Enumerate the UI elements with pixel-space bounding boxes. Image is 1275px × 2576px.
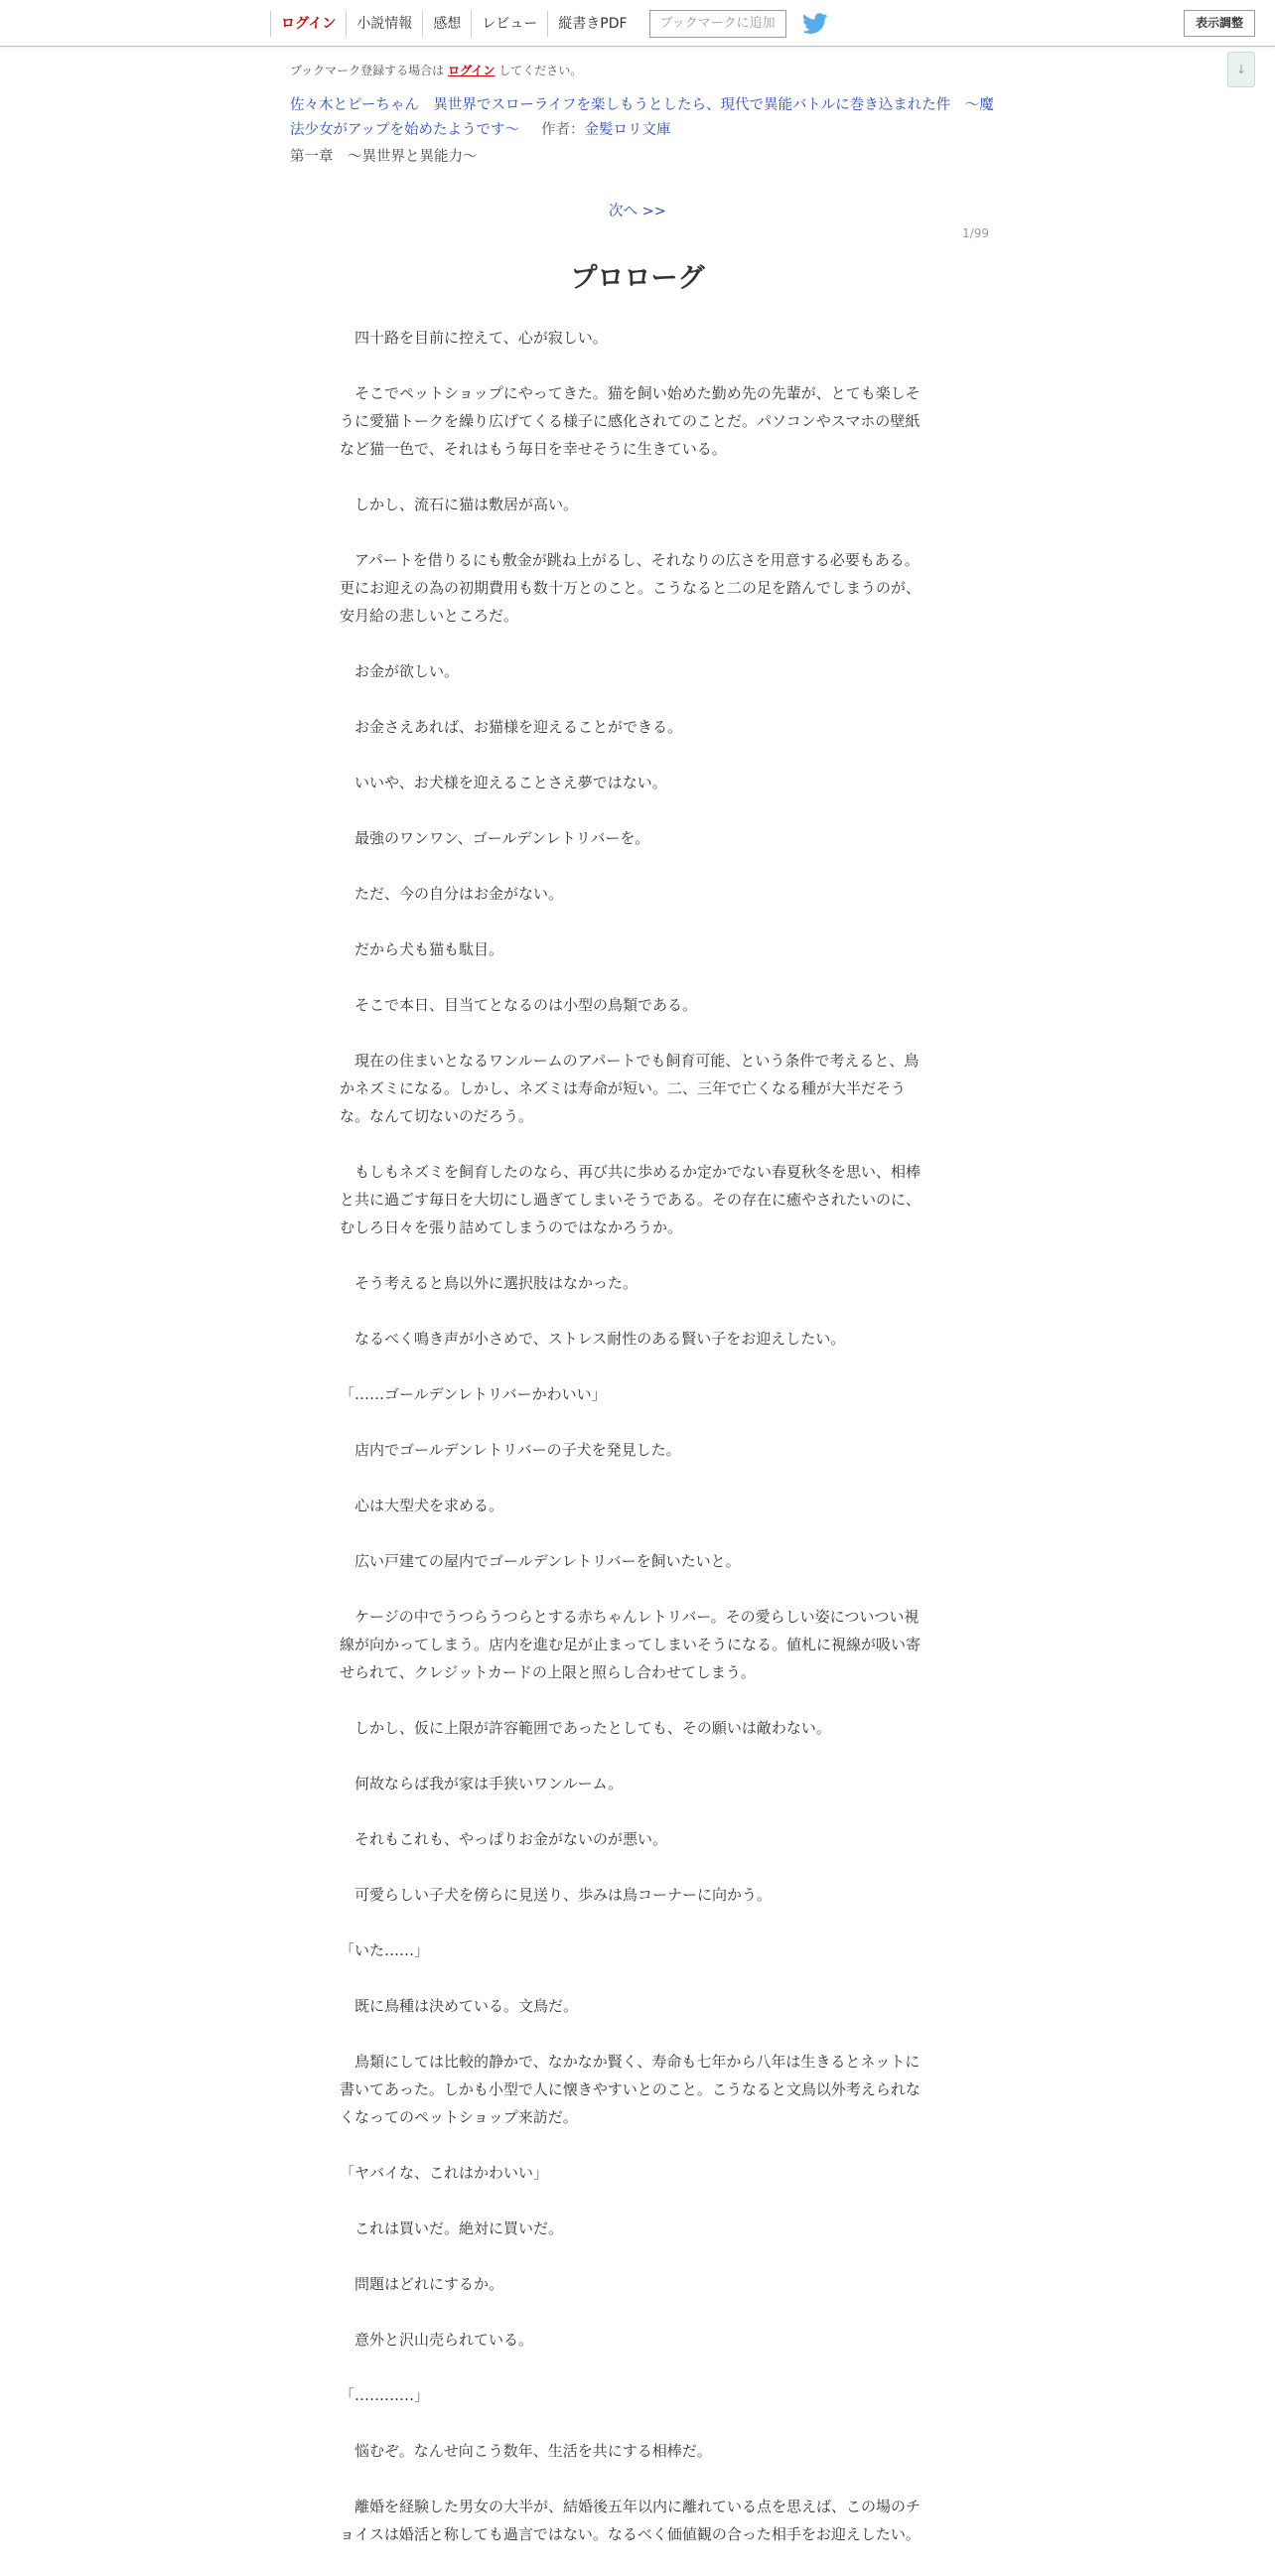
twitter-bird-icon[interactable] [802,13,828,35]
display-settings-button[interactable]: 表示調整 [1184,10,1255,37]
login-note-after: してください。 [498,64,583,77]
body-paragraph: そこでペットショップにやってきた。猫を飼い始めた勤め先の先輩が、とても楽しそうに愛猫トークを繰り広げてくる様子に感化されてのことだ。パソコンやスマホの壁紙など猫一色で、それはもう毎日を幸せそうに生きている。 [340,384,921,458]
login-note-before: ブックマーク登録する場合は [290,64,445,77]
body-paragraph: いいや、お犬様を迎えることさえ夢ではない。 [354,774,667,791]
body-paragraph: 既に鳥種は決めている。文鳥だ。 [354,1997,579,2015]
body-paragraph: 何故ならば我が家は手狭いワンルーム。 [354,1775,624,1792]
novel-title-line [290,93,995,143]
body-paragraph: ケージの中でうつらうつらとする赤ちゃんレトリバー。その愛らしい姿についつい視線が向かってしまう。店内を進む足が止まってしまいそうになる。値札に視線が吸い寄せられて、クレジットカードの上限と照らし合わせてしまう。 [340,1608,921,1681]
body-paragraph: しかし、流石に猫は敷居が高い。 [354,496,579,513]
body-paragraph: 鳥類にしては比較的静かで、なかなか賢く、寿命も七年から八年は生きるとネットに書いてあった。しかも小型で人に懐きやすいとのこと。こうなると文鳥以外考えられなくなってのペットショップ来訪だ。 [340,2053,921,2126]
body-paragraph: 意外と沢山売られている。 [354,2331,534,2349]
login-note-link[interactable]: ログイン [448,64,496,77]
body-paragraph: 「…………」 [340,2386,430,2404]
body-paragraph: 離婚を経験した男女の大半が、結婚後五年以内に離れている点を思えば、この場のチョイスは婚活と称しても過言ではない。なるべく価値観の合った相手をお迎えしたい。 [340,2498,921,2543]
body-paragraph: ただ、今の自分はお金がない。 [354,885,564,903]
chapter-title: 第一章 ～異世界と異能力～ [290,149,478,165]
nav-novel-info[interactable]: 小説情報 [346,11,422,37]
body-paragraph: 可愛らしい子犬を傍らに見送り、歩みは鳥コーナーに向かう。 [354,1886,773,1904]
body-paragraph: だから犬も猫も駄目。 [354,940,504,958]
body-paragraph: 「……ゴールデンレトリバーかわいい」 [340,1385,607,1403]
nav-vertical-pdf[interactable]: 縦書きPDF [547,11,637,37]
body-paragraph: 「いた……」 [340,1941,430,1959]
next-page-link[interactable]: 次へ >> [609,204,666,219]
add-bookmark-button[interactable]: ブックマークに追加 [649,10,786,38]
body-paragraph: 現在の住まいとなるワンルームのアパートでも飼育可能、という条件で考えると、鳥かネズミになる。しかし、ネズミは寿命が短い。二、三年で亡くなる種が大半だそうな。なんて切ないのだろう。 [340,1052,920,1125]
page-counter: 1/99 [962,226,989,240]
body-paragraph: 広い戸建ての屋内でゴールデンレトリバーを飼いたいと。 [354,1552,741,1570]
body-paragraph: お金が欲しい。 [354,662,460,680]
login-note [290,62,582,78]
body-paragraph: もしもネズミを飼育したのなら、再び共に歩めるか定かでない春夏秋冬を思い、相棒と共に過ごす毎日を大切にし過ぎてしまいそうである。その存在に癒やされたいのに、むしろ日々を張り詰めてしまうのではなかろうか。 [340,1163,921,1236]
body-paragraph: アパートを借りるにも敷金が跳ね上がるし、それなりの広さを用意する必要もある。更にお迎えの為の初期費用も数十万とのこと。こうなると二の足を踏んでしまうのが、安月給の悲しいところだ。 [340,551,921,625]
body-paragraph: 心は大型犬を求める。 [354,1497,504,1514]
episode-title: プロローグ [570,263,705,294]
body-paragraph: 問題はどれにするか。 [354,2275,504,2293]
body-paragraph: それもこれも、やっぱりお金がないのが悪い。 [354,1830,668,1848]
novel-body-text [340,324,929,2576]
body-paragraph: 「ヤバイな、これはかわいい」 [340,2164,549,2182]
body-paragraph: そう考えると鳥以外に選択肢はなかった。 [354,1274,638,1292]
nav-menu [270,10,828,38]
body-paragraph: これは買いだ。絶対に買いだ。 [354,2219,564,2237]
author-label: 作者： [540,122,585,138]
body-paragraph: 最強のワンワン、ゴールデンレトリバーを。 [354,829,650,847]
body-paragraph: なるべく鳴き声が小さめで、ストレス耐性のある賢い子をお迎えしたい。 [354,1330,846,1348]
novel-title-link[interactable]: 佐々木とピーちゃん 異世界でスローライフを楽しもうとしたら、現代で異能バトルに巻き込まれた件 ～魔法少女がアップを始めたようです～ [290,97,994,138]
body-paragraph: そこで本日、目当てとなるのは小型の鳥類である。 [354,996,698,1014]
nav-review[interactable]: レビュー [471,11,547,37]
author-link[interactable]: 金髪ロリ文庫 [584,122,671,138]
body-paragraph: 店内でゴールデンレトリバーの子犬を発見した。 [354,1441,681,1459]
body-paragraph: 悩むぞ。なんせ向こう数年、生活を共にする相棒だ。 [354,2442,712,2460]
body-paragraph: しかし、仮に上限が許容範囲であったとしても、その願いは敵わない。 [354,1719,831,1737]
nav-impressions[interactable]: 感想 [422,11,471,37]
top-navigation-bar [0,0,1275,47]
scroll-down-button[interactable]: ↓ [1227,52,1255,87]
body-paragraph: 四十路を目前に控えて、心が寂しい。 [354,329,608,347]
body-paragraph: お金さえあれば、お猫様を迎えることができる。 [354,718,683,736]
nav-login[interactable]: ログイン [270,11,346,37]
